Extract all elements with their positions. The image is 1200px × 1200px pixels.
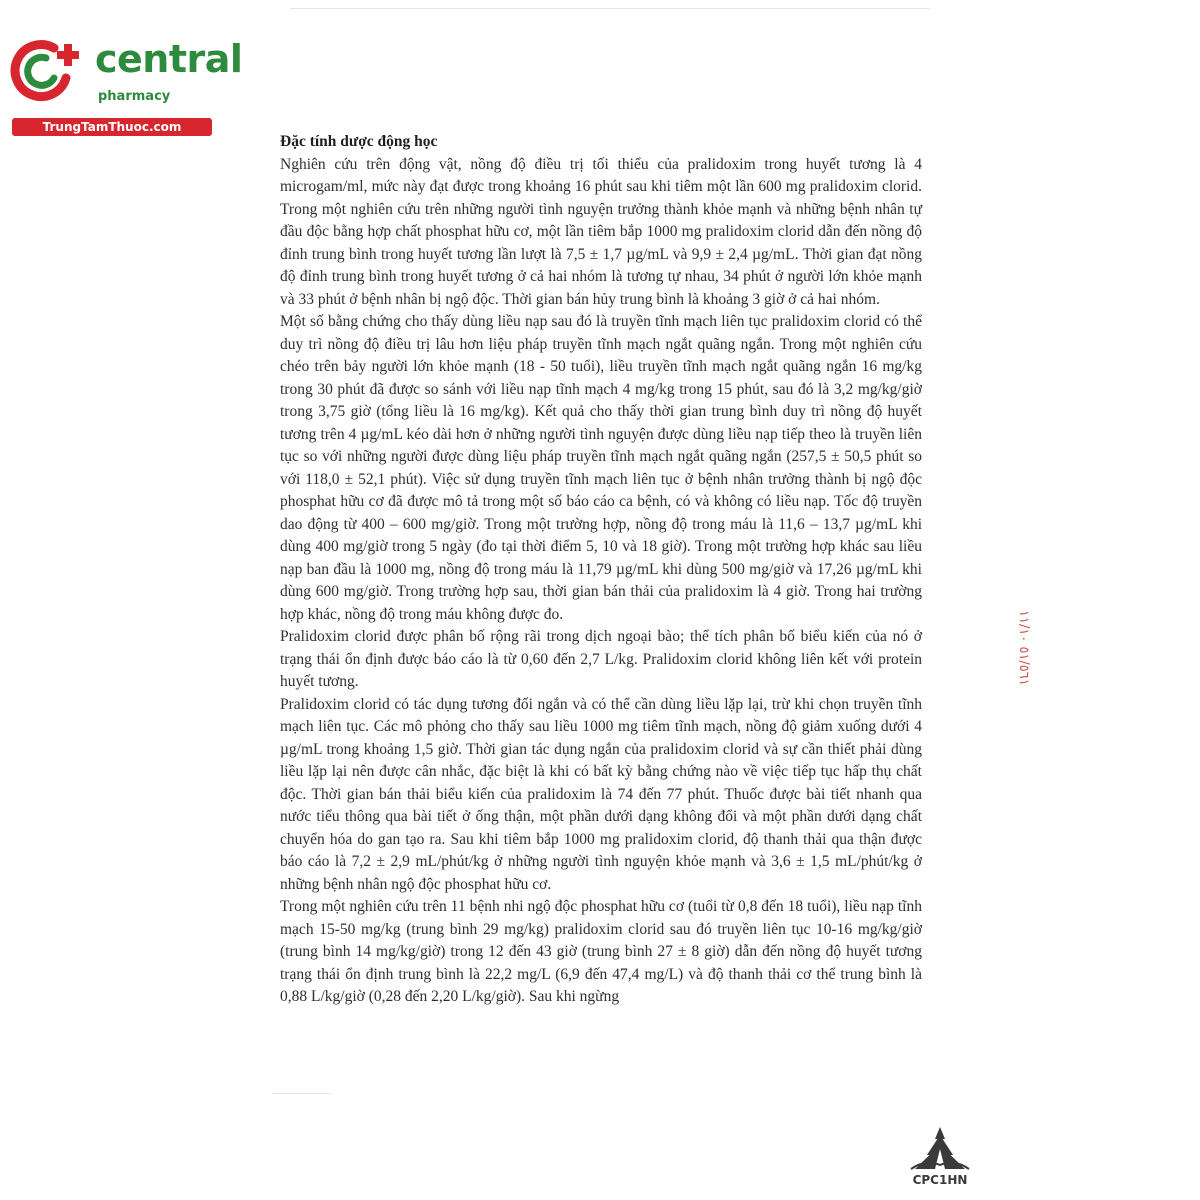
- paragraph: Nghiên cứu trên động vật, nồng độ điều trị tối thiểu của pralidoxim trong huyết tương là 4 microgam/ml, mức này đạt được trong khoảng 16 phút sau khi tiêm một lần 600 mg pralidoxim clorid. Trong một nghiên cứu trên những người tình nguyện trưởng thành khỏe mạnh và những bệnh nhân tự đầu độc bằng hợp chất phosphat hữu cơ, một lần tiêm bắp 1000 mg pralidoxim clorid dẫn đến nồng độ đỉnh trung bình trong huyết tương lần lượt là 7,5 ± 1,7 µg/mL và 9,9 ± 2,4 µg/mL. Thời gian đạt nồng độ đỉnh trung bình trong huyết tương ở cả hai nhóm là tương tự nhau, 34 phút ở người lớn khỏe mạnh và 33 phút ở bệnh nhân bị ngộ độc. Thời gian bán hủy trung bình là khoảng 3 giờ ở cả hai nhóm.: [280, 155, 922, 308]
- logo-website-banner: TrungTamThuoc.com: [12, 118, 212, 136]
- bottom-divider: [272, 1093, 332, 1094]
- document-body: [280, 131, 922, 1009]
- paragraph: Một số bằng chứng cho thấy dùng liều nạp sau đó là truyền tĩnh mạch liên tục pralidoxim clorid có thể duy trì nồng độ điều trị lâu hơn liệu pháp truyền tĩnh mạch ngắt quãng ngắn. Trong một nghiên cứu chéo trên bảy người lớn khỏe mạnh (18 - 50 tuổi), liều truyền tĩnh mạch ngắt quãng ngắn 16 mg/kg trong 30 phút đã được so sánh với liều nạp tĩnh mạch 4 mg/kg trong 15 phút, sau đó là 3,2 mg/kg/giờ trong 3,75 giờ (tổng liều là 16 mg/kg). Kết quả cho thấy thời gian trung bình duy trì nồng độ huyết tương trên 4 µg/mL kéo dài hơn ở những người tình nguyện được dùng liều nạp tiếp theo là truyền liên tục so với những người được dùng liệu pháp truyền tĩnh mạch ngắt quãng ngắn (257,5 ± 50,5 phút so với 118,0 ± 52,1 phút). Việc sử dụng truyền tĩnh mạch liên tục ở bệnh nhân trưởng thành bị ngộ độc phosphat hữu cơ đã được mô tả trong một số báo cáo ca bệnh, có và không có liều nạp. Tốc độ truyền dao động từ 400 – 600 mg/giờ. Trong một trường hợp, nồng độ trong máu là 11,6 – 13,7 µg/mL khi dùng 400 mg/giờ trong 5 ngày (đo tại thời điểm 5, 10 và 18 giờ). Trong một trường hợp khác sau liều nạp ban đầu là 1000 mg, nồng độ trong máu là 11,79 µg/mL khi dùng 500 mg/giờ và 17,26 µg/mL khi dùng 600 mg/giờ. Trong trường hợp sau, thời gian bán thải của pralidoxim là 4 giờ. Trong hai trường hợp khác, nồng độ trong máu không được đo.: [280, 313, 922, 623]
- top-divider: [290, 8, 930, 9]
- paragraph: Pralidoxim clorid có tác dụng tương đối ngắn và có thể cần dùng liều lặp lại, trừ khi chọn truyền tĩnh mạch liên tục. Các mô phỏng cho thấy sau liều 1000 mg tiêm tĩnh mạch, nồng độ giảm xuống dưới 4 µg/mL trong khoảng 1,5 giờ. Thời gian tác dụng ngắn của pralidoxim clorid và sự cần thiết phải dùng liều lặp lại nên được cân nhắc, đặc biệt là khi có bất kỳ bằng chứng nào về việc tiếp tục hấp thụ chất độc. Thời gian bán thải biểu kiến của pralidoxim là 74 đến 77 phút. Thuốc được bài tiết nhanh qua nước tiểu thông qua bài tiết ở ống thận, một phần dưới dạng không đổi và một phần dưới dạng chất chuyển hóa do gan tạo ra. Sau khi tiêm bắp 1000 mg pralidoxim clorid, độ thanh thải qua thận được báo cáo là 7,2 ± 2,9 mL/phút/kg ở những người tình nguyện khỏe mạnh và 3,6 ± 1,5 mL/phút/kg ở những bệnh nhân ngộ độc phosphat hữu cơ.: [280, 695, 922, 893]
- logo-brand-text: central: [95, 37, 243, 81]
- cpc1hn-label: CPC1HN: [912, 1173, 968, 1187]
- section-heading: Đặc tính dược động học: [280, 133, 438, 150]
- paragraph: Pralidoxim clorid được phân bố rộng rãi trong dịch ngoại bào; thể tích phân bố biểu kiến của nó ở trạng thái ổn định được báo cáo là từ 0,60 đến 2,7 L/kg. Pralidoxim clorid không liên kết với protein huyết tương.: [280, 628, 922, 690]
- margin-stamp-note: ٥١/٥٦١ ١١/١٠: [1016, 610, 1031, 686]
- logo-tagline: pharmacy: [98, 89, 171, 104]
- pharmacy-cross-logo-icon: [10, 38, 90, 102]
- cpc-emblem-icon: [905, 1125, 975, 1173]
- paragraph: Trong một nghiên cứu trên 11 bệnh nhi ngộ độc phosphat hữu cơ (tuổi từ 0,8 đến 18 tuổi), liều nạp tĩnh mạch 15-50 mg/kg (trung bình 29 mg/kg) pralidoxim clorid sau đó truyền liên tục 10-16 mg/kg/giờ (trung bình 14 mg/kg/giờ) trong 12 đến 43 giờ (trung bình 27 ± 8 giờ) dẫn đến nồng độ huyết tương trạng thái ổn định trung bình là 22,2 mg/L (6,9 đến 47,4 mg/L) và độ thanh thải cơ thể trung bình là 0,88 L/kg/giờ (0,28 đến 2,20 L/kg/giờ). Sau khi ngừng: [280, 898, 922, 1005]
- cpc1hn-logo: [905, 1125, 975, 1191]
- central-pharmacy-logo[interactable]: [8, 37, 243, 138]
